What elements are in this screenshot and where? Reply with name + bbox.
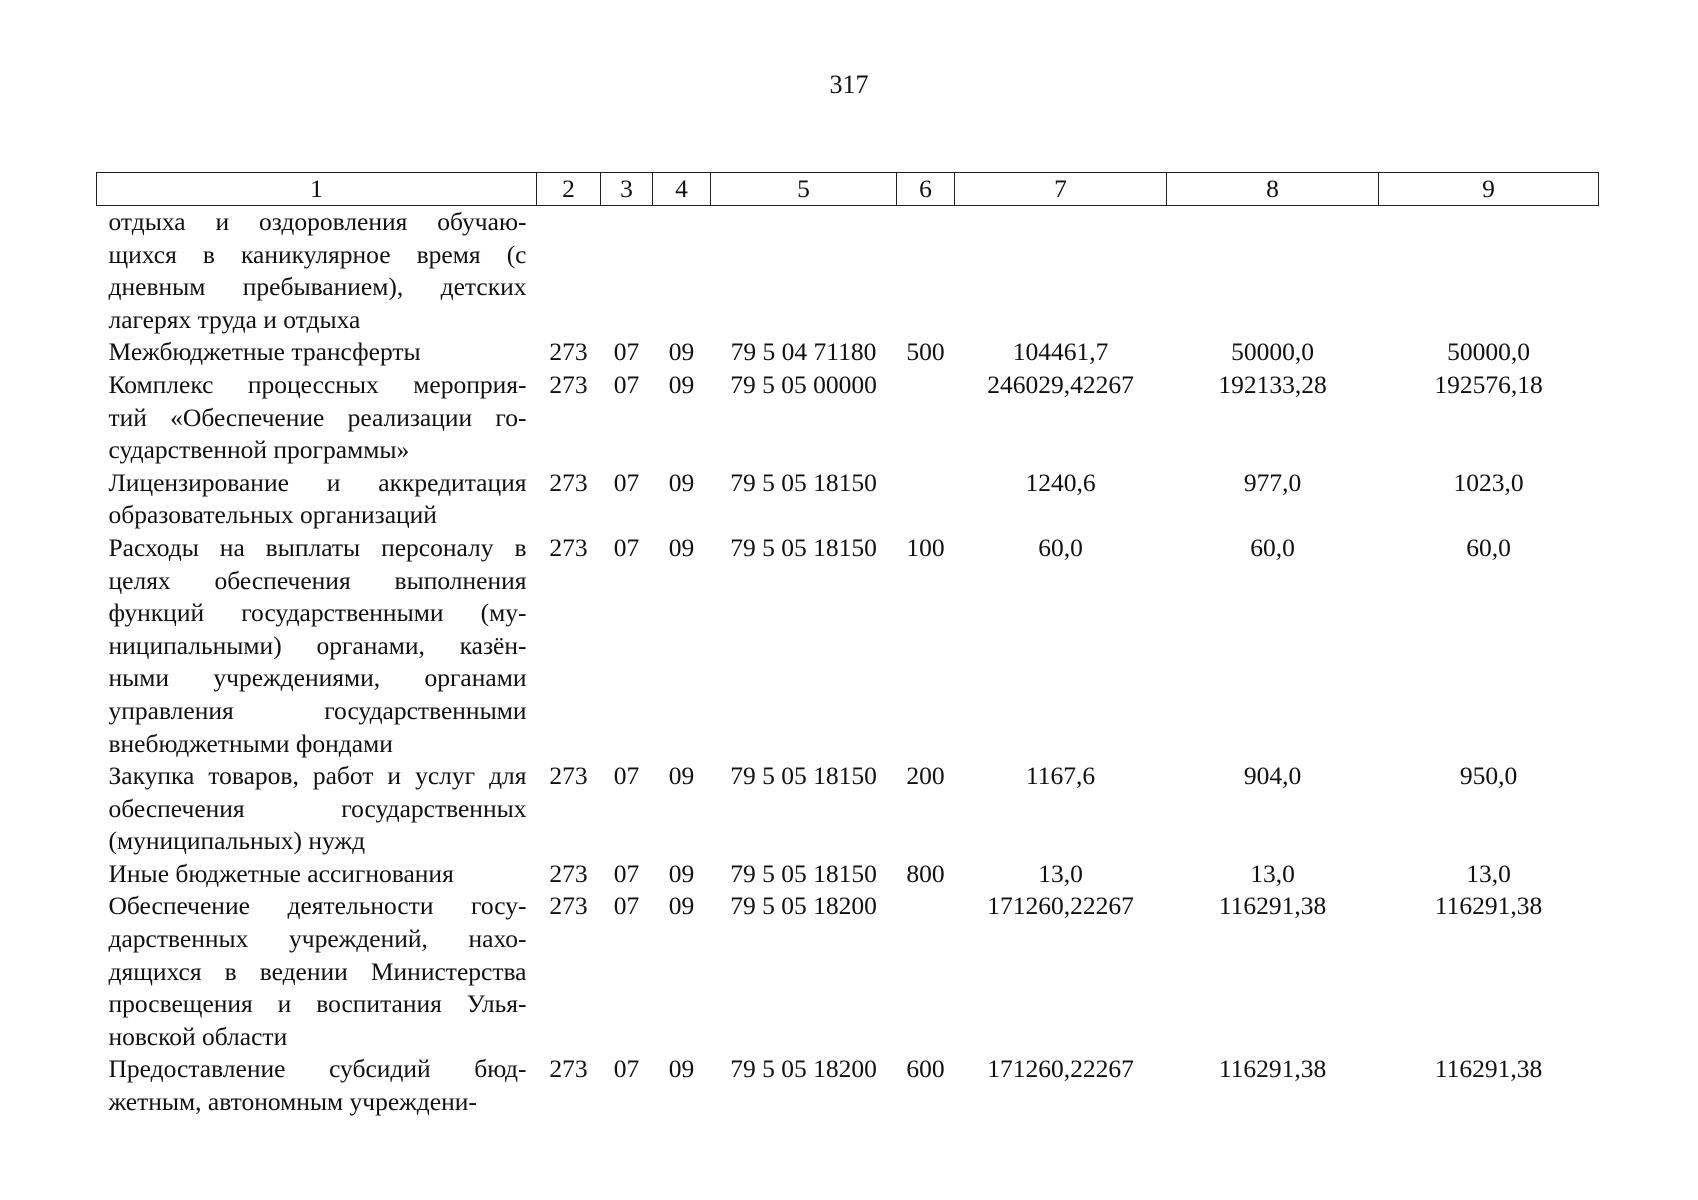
- cell-col-7: 104461,7: [1012, 337, 1109, 367]
- table-row: [97, 369, 1599, 467]
- row-name-line: внебюджетными фондами: [108, 728, 393, 758]
- cell-col-6: 600: [906, 1054, 945, 1084]
- row-name-line: Предоставление субсидий бюд-: [108, 1054, 527, 1084]
- cell-col-9: [1379, 206, 1599, 337]
- cell-col-5: 79 5 05 18200: [730, 1054, 877, 1084]
- table-row: [97, 336, 1599, 369]
- row-name-line: обеспечения государственных: [108, 793, 527, 823]
- header-cell-9: 9: [1379, 173, 1599, 206]
- table-row: [97, 760, 1599, 858]
- cell-col-2: 273: [549, 891, 588, 921]
- header-cell-3: 3: [601, 173, 653, 206]
- cell-col-7: 246029,42267: [987, 369, 1134, 399]
- cell-col-8: 977,0: [1243, 467, 1302, 497]
- cell-col-2: [537, 206, 601, 337]
- page-number-text: 317: [829, 70, 869, 99]
- row-name-cell: [97, 1053, 537, 1118]
- cell-col-6: [897, 467, 955, 532]
- cell-col-9: 60,0: [1466, 532, 1511, 562]
- cell-col-9: 50000,0: [1447, 337, 1530, 367]
- cell-col-4: 09: [668, 532, 695, 562]
- row-name-line: целях обеспечения выполнения: [108, 565, 527, 595]
- cell-col-9: 13,0: [1466, 858, 1511, 888]
- cell-col-9: 950,0: [1459, 761, 1518, 791]
- header-cell-6: 6: [897, 173, 955, 206]
- cell-col-8: [1167, 206, 1379, 337]
- cell-col-3: 07: [613, 1054, 640, 1084]
- row-name-line: ными учреждениями, органами: [108, 663, 527, 693]
- row-name-line: Обеспечение деятельности госу-: [108, 891, 527, 921]
- row-name-line: новской области: [108, 1021, 288, 1051]
- cell-col-4: 09: [668, 858, 695, 888]
- header-row: [97, 173, 1599, 206]
- header-cell-4: 4: [653, 173, 711, 206]
- cell-col-6: [897, 206, 955, 337]
- cell-col-4: [653, 206, 711, 337]
- row-name-line: образовательных организаций: [108, 500, 437, 530]
- cell-col-7: 13,0: [1038, 858, 1083, 888]
- row-name-line: управления государственными: [108, 695, 527, 725]
- cell-col-4: 09: [668, 1054, 695, 1084]
- cell-col-4: 09: [668, 337, 695, 367]
- cell-col-2: 273: [549, 1054, 588, 1084]
- row-name-line: Закупка товаров, работ и услуг для: [108, 761, 527, 791]
- row-name-line: Комплекс процессных мероприя-: [108, 369, 527, 399]
- table-row: [97, 890, 1599, 1053]
- cell-col-4: 09: [668, 467, 695, 497]
- table-row: [97, 532, 1599, 760]
- header-cell-1: 1: [97, 173, 537, 206]
- cell-col-4: 09: [668, 761, 695, 791]
- table-row: [97, 858, 1599, 891]
- cell-col-3: 07: [613, 532, 640, 562]
- cell-col-6: 100: [906, 532, 945, 562]
- table-row: [97, 467, 1599, 532]
- cell-col-7: [955, 206, 1167, 337]
- header-cell-8: 8: [1167, 173, 1379, 206]
- cell-col-5: 79 5 05 18200: [730, 891, 877, 921]
- cell-col-6: [897, 890, 955, 1053]
- cell-col-3: 07: [613, 891, 640, 921]
- cell-col-6: 500: [906, 337, 945, 367]
- cell-col-2: 273: [549, 467, 588, 497]
- cell-col-3: 07: [613, 858, 640, 888]
- cell-col-2: 273: [549, 337, 588, 367]
- cell-col-5: 79 5 05 18150: [730, 532, 877, 562]
- cell-col-5: 79 5 05 18150: [730, 467, 877, 497]
- cell-col-8: 13,0: [1250, 858, 1295, 888]
- row-name-cell: [97, 760, 537, 858]
- cell-col-8: 116291,38: [1218, 891, 1327, 921]
- row-name-cell: [97, 206, 537, 337]
- row-name-line: Иные бюджетные ассигнования: [108, 858, 454, 888]
- cell-col-2: 273: [549, 761, 588, 791]
- header-cell-2: 2: [537, 173, 601, 206]
- cell-col-5: 79 5 05 18150: [730, 761, 877, 791]
- row-name-cell: [97, 858, 537, 891]
- cell-col-6: 200: [906, 761, 945, 791]
- cell-col-8: 60,0: [1250, 532, 1295, 562]
- cell-col-9: 192576,18: [1434, 369, 1543, 399]
- row-name-line: (муниципальных) нужд: [108, 826, 366, 856]
- row-name-line: тий «Обеспечение реализации го-: [108, 402, 527, 432]
- row-name-cell: [97, 532, 537, 760]
- cell-col-3: 07: [613, 761, 640, 791]
- table-header: [97, 173, 1599, 206]
- page-number: [0, 70, 1698, 100]
- row-name-cell: [97, 369, 537, 467]
- cell-col-2: 273: [549, 858, 588, 888]
- cell-col-6: [897, 369, 955, 467]
- cell-col-8: 116291,38: [1218, 1054, 1327, 1084]
- row-name-line: сударственной программы»: [108, 435, 410, 465]
- cell-col-4: 09: [668, 369, 695, 399]
- header-cell-7: 7: [955, 173, 1167, 206]
- table-row: [97, 1053, 1599, 1118]
- cell-col-2: 273: [549, 369, 588, 399]
- row-name-line: Межбюджетные трансферты: [108, 337, 421, 367]
- cell-col-6: 800: [906, 858, 945, 888]
- row-name-cell: [97, 336, 537, 369]
- row-name-line: дневным пребыванием), детских: [108, 272, 527, 302]
- cell-col-3: 07: [613, 369, 640, 399]
- table-row: [97, 206, 1599, 337]
- row-name-line: Расходы на выплаты персоналу в: [108, 532, 527, 562]
- cell-col-7: 1240,6: [1025, 467, 1096, 497]
- row-name-line: Лицензирование и аккредитация: [108, 467, 527, 497]
- cell-col-7: 171260,22267: [987, 1054, 1134, 1084]
- cell-col-9: 116291,38: [1434, 891, 1543, 921]
- cell-col-8: 50000,0: [1231, 337, 1314, 367]
- header-cell-5: 5: [711, 173, 897, 206]
- row-name-line: жетным, автономным учреждени-: [108, 1087, 477, 1117]
- cell-col-5: 79 5 05 00000: [730, 369, 877, 399]
- cell-col-8: 904,0: [1243, 761, 1302, 791]
- cell-col-9: 1023,0: [1453, 467, 1524, 497]
- cell-col-3: [601, 206, 653, 337]
- cell-col-4: 09: [668, 891, 695, 921]
- cell-col-9: 116291,38: [1434, 1054, 1543, 1084]
- row-name-line: отдыха и оздоровления обучаю-: [108, 207, 527, 236]
- cell-col-5: [711, 206, 897, 337]
- cell-col-7: 171260,22267: [987, 891, 1134, 921]
- table-body: [97, 206, 1599, 1119]
- row-name-line: дарственных учреждений, нахо-: [108, 924, 527, 954]
- row-name-cell: [97, 890, 537, 1053]
- cell-col-2: 273: [549, 532, 588, 562]
- row-name-line: просвещения и воспитания Улья-: [108, 989, 527, 1019]
- cell-col-8: 192133,28: [1218, 369, 1327, 399]
- row-name-line: дящихся в ведении Министерства: [108, 956, 527, 986]
- cell-col-7: 1167,6: [1025, 761, 1096, 791]
- cell-col-3: 07: [613, 337, 640, 367]
- cell-col-3: 07: [613, 467, 640, 497]
- cell-col-7: 60,0: [1038, 532, 1083, 562]
- row-name-line: ниципальными) органами, казён-: [108, 630, 527, 660]
- row-name-line: щихся в каникулярное время (с: [108, 239, 527, 269]
- row-name-cell: [97, 467, 537, 532]
- cell-col-5: 79 5 04 71180: [730, 337, 877, 367]
- row-name-line: лагерях труда и отдыха: [108, 304, 361, 334]
- cell-col-5: 79 5 05 18150: [730, 858, 877, 888]
- budget-table: [96, 172, 1599, 1119]
- row-name-line: функций государственными (му-: [108, 598, 527, 628]
